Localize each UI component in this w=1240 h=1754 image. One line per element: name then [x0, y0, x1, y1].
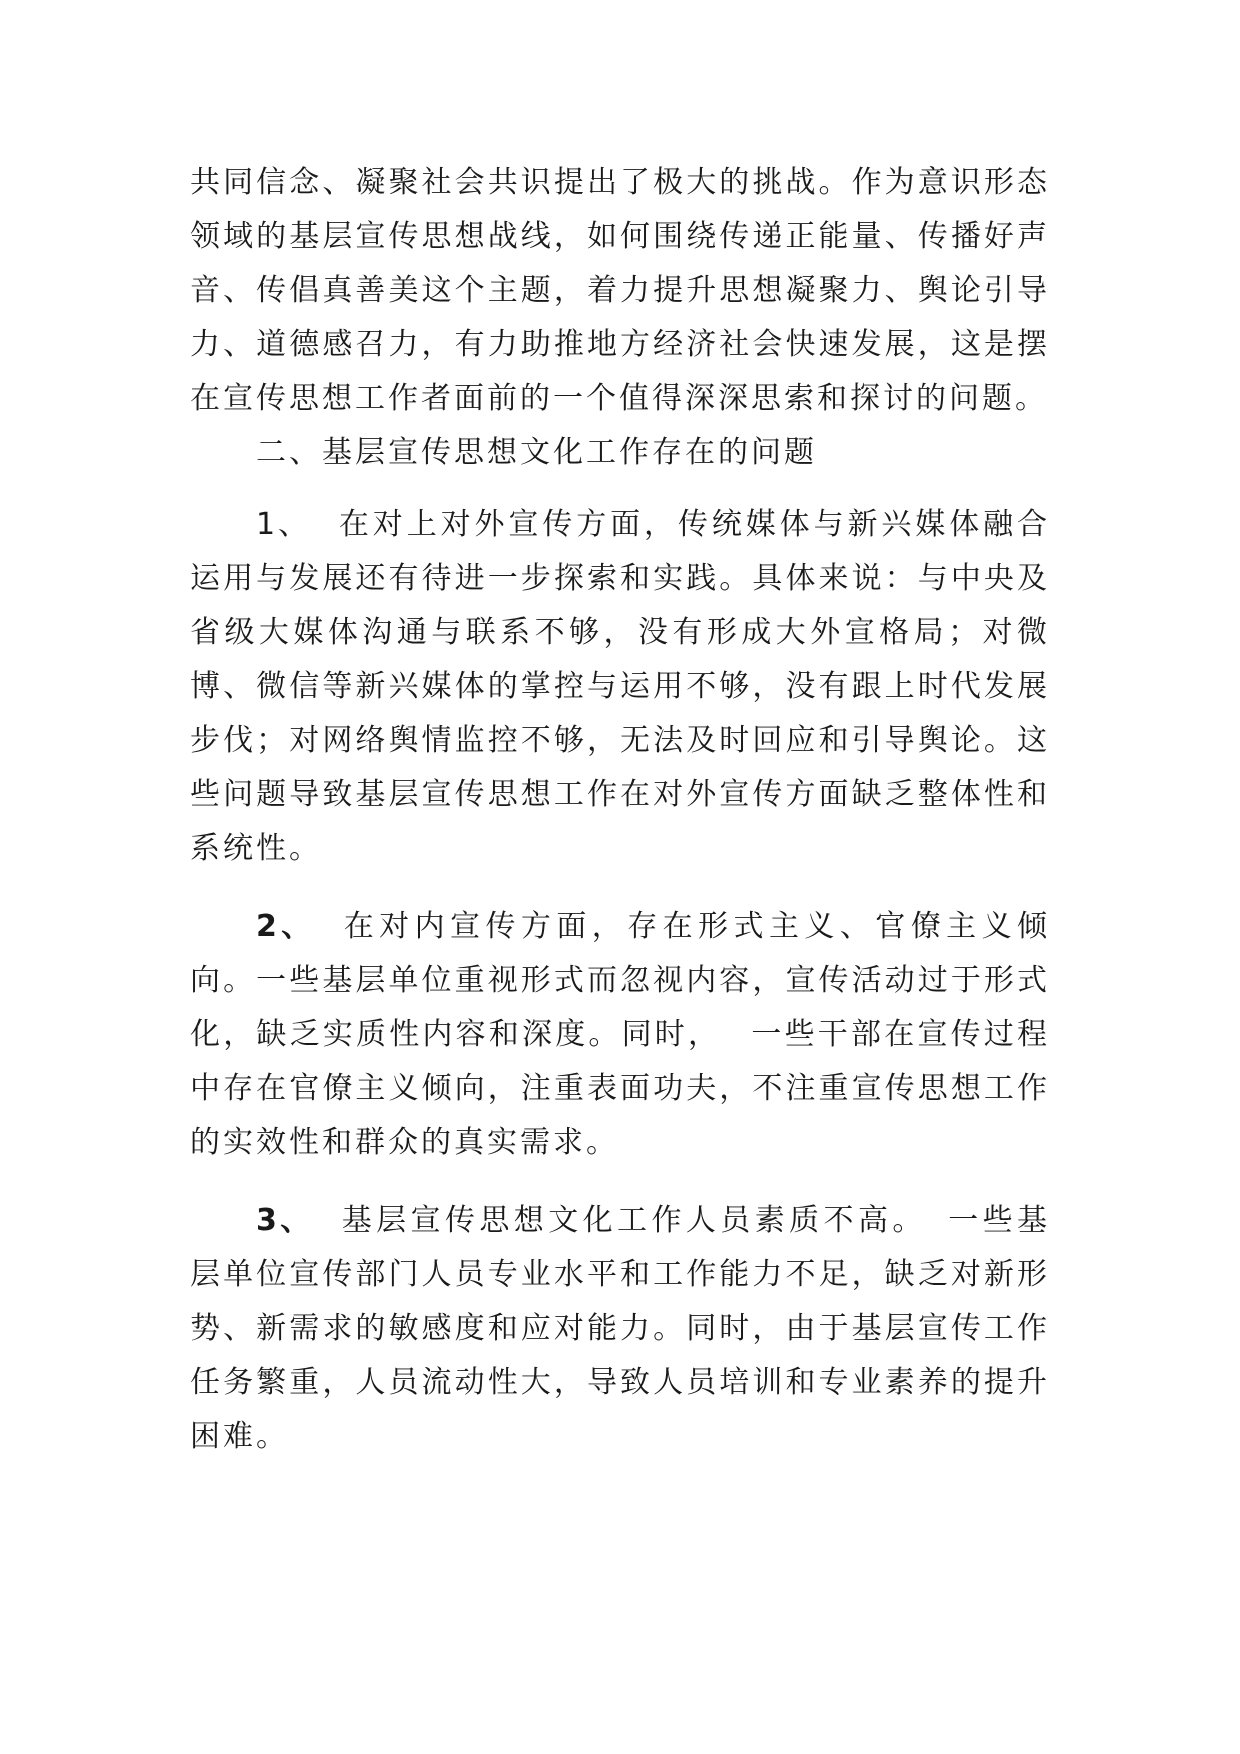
item-2-number: 2、 — [256, 909, 316, 944]
item-1-paragraph — [190, 498, 1050, 876]
item-2-text-a: 在对内宣传方面，存在形式主义、官僚主义倾向。一些基层单位重视形式而忽视内容，宣传活动过于形式化，缺乏实质性内容和深度。同时， — [190, 909, 1051, 1052]
item-3-text-b: 一些基层单位宣传部门人员专业水平和工作能力不足，缺乏对新形势、新需求的敏感度和应对能力。同时，由于基层宣传工作任务繁重，人员流动性大，导致人员培训和专业素养的提升困难。 — [190, 1203, 1051, 1454]
item-2-paragraph — [190, 900, 1050, 1170]
item-2-text-b: 一些干部在宣传过程中存在官僚主义倾向，注重表面功夫，不注重宣传思想工作的实效性和群众的真实需求。 — [190, 1017, 1051, 1160]
intro-paragraph: 共同信念、凝聚社会共识提出了极大的挑战。作为意识形态领域的基层宣传思想战线，如何围绕传递正能量、传播好声音、传倡真善美这个主题，着力提升思想凝聚力、舆论引导力、道德感召力，有力助推地方经济社会快速发展，这是摆在宣传思想工作者面前的一个值得深深思索和探讨的问题。 — [190, 165, 1050, 416]
item-1-number: 1、 — [256, 507, 311, 542]
section-heading: 二、基层宣传思想文化工作存在的问题 — [256, 435, 817, 470]
item-3-paragraph — [190, 1194, 1050, 1464]
document-body — [190, 156, 1050, 1464]
item-1-text: 在对上对外宣传方面，传统媒体与新兴媒体融合运用与发展还有待进一步探索和实践。具体来说：与中央及省级大媒体沟通与联系不够，没有形成大外宣格局；对微博、微信等新兴媒体的掌控与运用不够，没有跟上时代发展步伐；对网络舆情监控不够，无法及时回应和引导舆论。这些问题导致基层宣传思想工作在对外宣传方面缺乏整体性和系统性。 — [190, 507, 1051, 866]
item-3-number: 3、 — [256, 1203, 314, 1238]
item-3-text-a: 基层宣传思想文化工作人员素质不高。 — [341, 1203, 927, 1238]
